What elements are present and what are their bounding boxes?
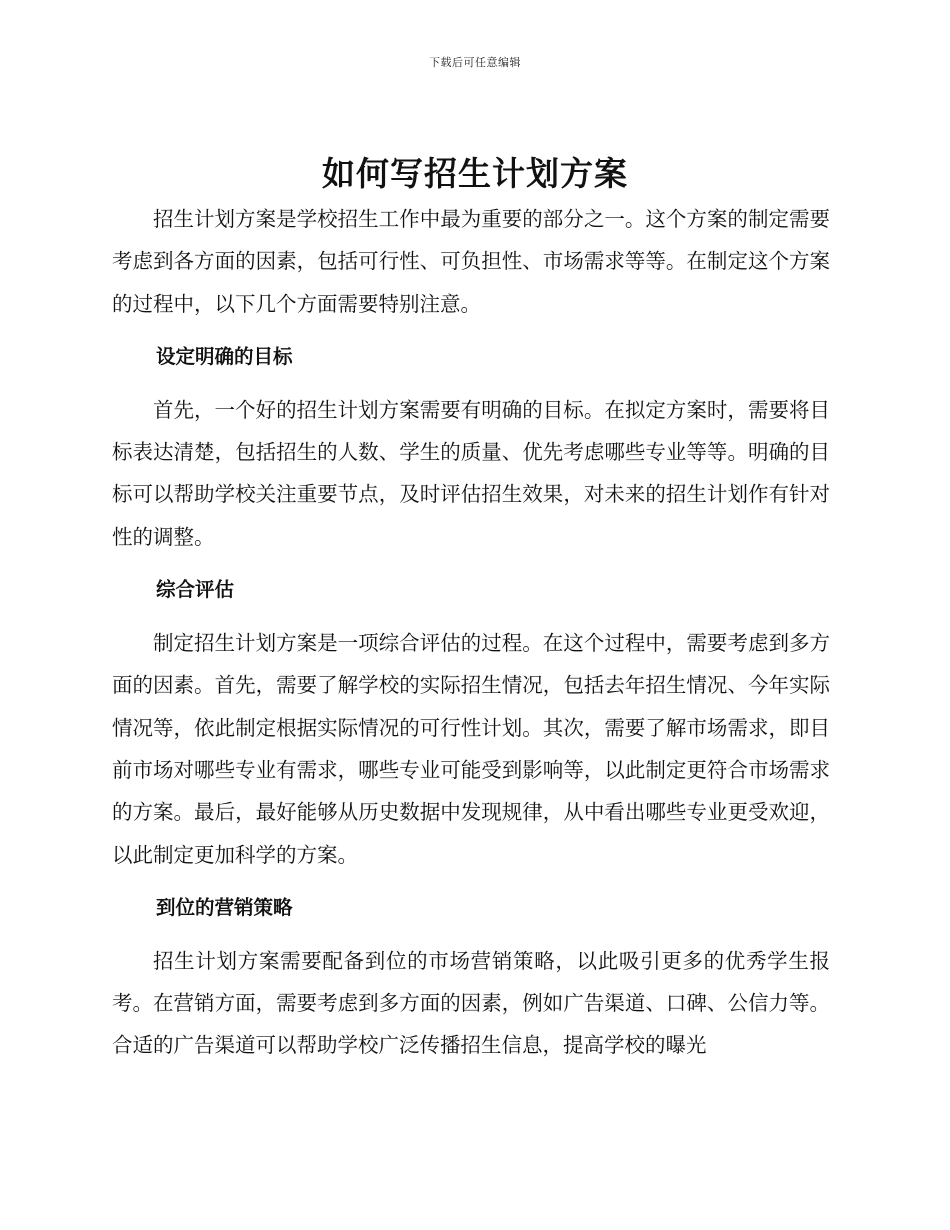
header-note: 下载后可任意编辑: [429, 56, 521, 69]
section-body-assessment: 制定招生计划方案是一项综合评估的过程。在这个过程中，需要考虑到多方面的因素。首先，需要了解学校的实际招生情况，包括去年招生情况、今年实际情况等，依此制定根据实际情况的可行性计划。其次，需要了解市场需求，即目前市场对哪些专业有需求，哪些专业可能受到影响等，以此制定更符合市场需求的方案。最后，最好能够从历史数据中发现规律，从中看出哪些专业更受欢迎，以此制定更加科学的方案。: [112, 631, 830, 867]
section-heading-assessment: 综合评估: [156, 578, 235, 602]
document-body: [112, 198, 830, 1067]
section-body-goals: 首先，一个好的招生计划方案需要有明确的目标。在拟定方案时，需要将目标表达清楚，包括招生的人数、学生的质量、优先考虑哪些专业等等。明确的目标可以帮助学校关注重要节点，及时评估招生效果，对未来的招生计划作有针对性的调整。: [112, 397, 830, 549]
section-heading-marketing: 到位的营销策略: [156, 895, 293, 919]
section-body-marketing: 招生计划方案需要配备到位的市场营销策略，以此吸引更多的优秀学生报考。在营销方面，需要考虑到多方面的因素，例如广告渠道、口碑、公信力等。合适的广告渠道可以帮助学校广泛传播招生信息，提高学校的曝光: [112, 948, 830, 1058]
section-heading-goals: 设定明确的目标: [156, 344, 293, 368]
intro-paragraph: 招生计划方案是学校招生工作中最为重要的部分之一。这个方案的制定需要考虑到各方面的因素，包括可行性、可负担性、市场需求等等。在制定这个方案的过程中，以下几个方面需要特别注意。: [112, 207, 830, 316]
document-title: 如何写招生计划方案: [322, 154, 628, 193]
